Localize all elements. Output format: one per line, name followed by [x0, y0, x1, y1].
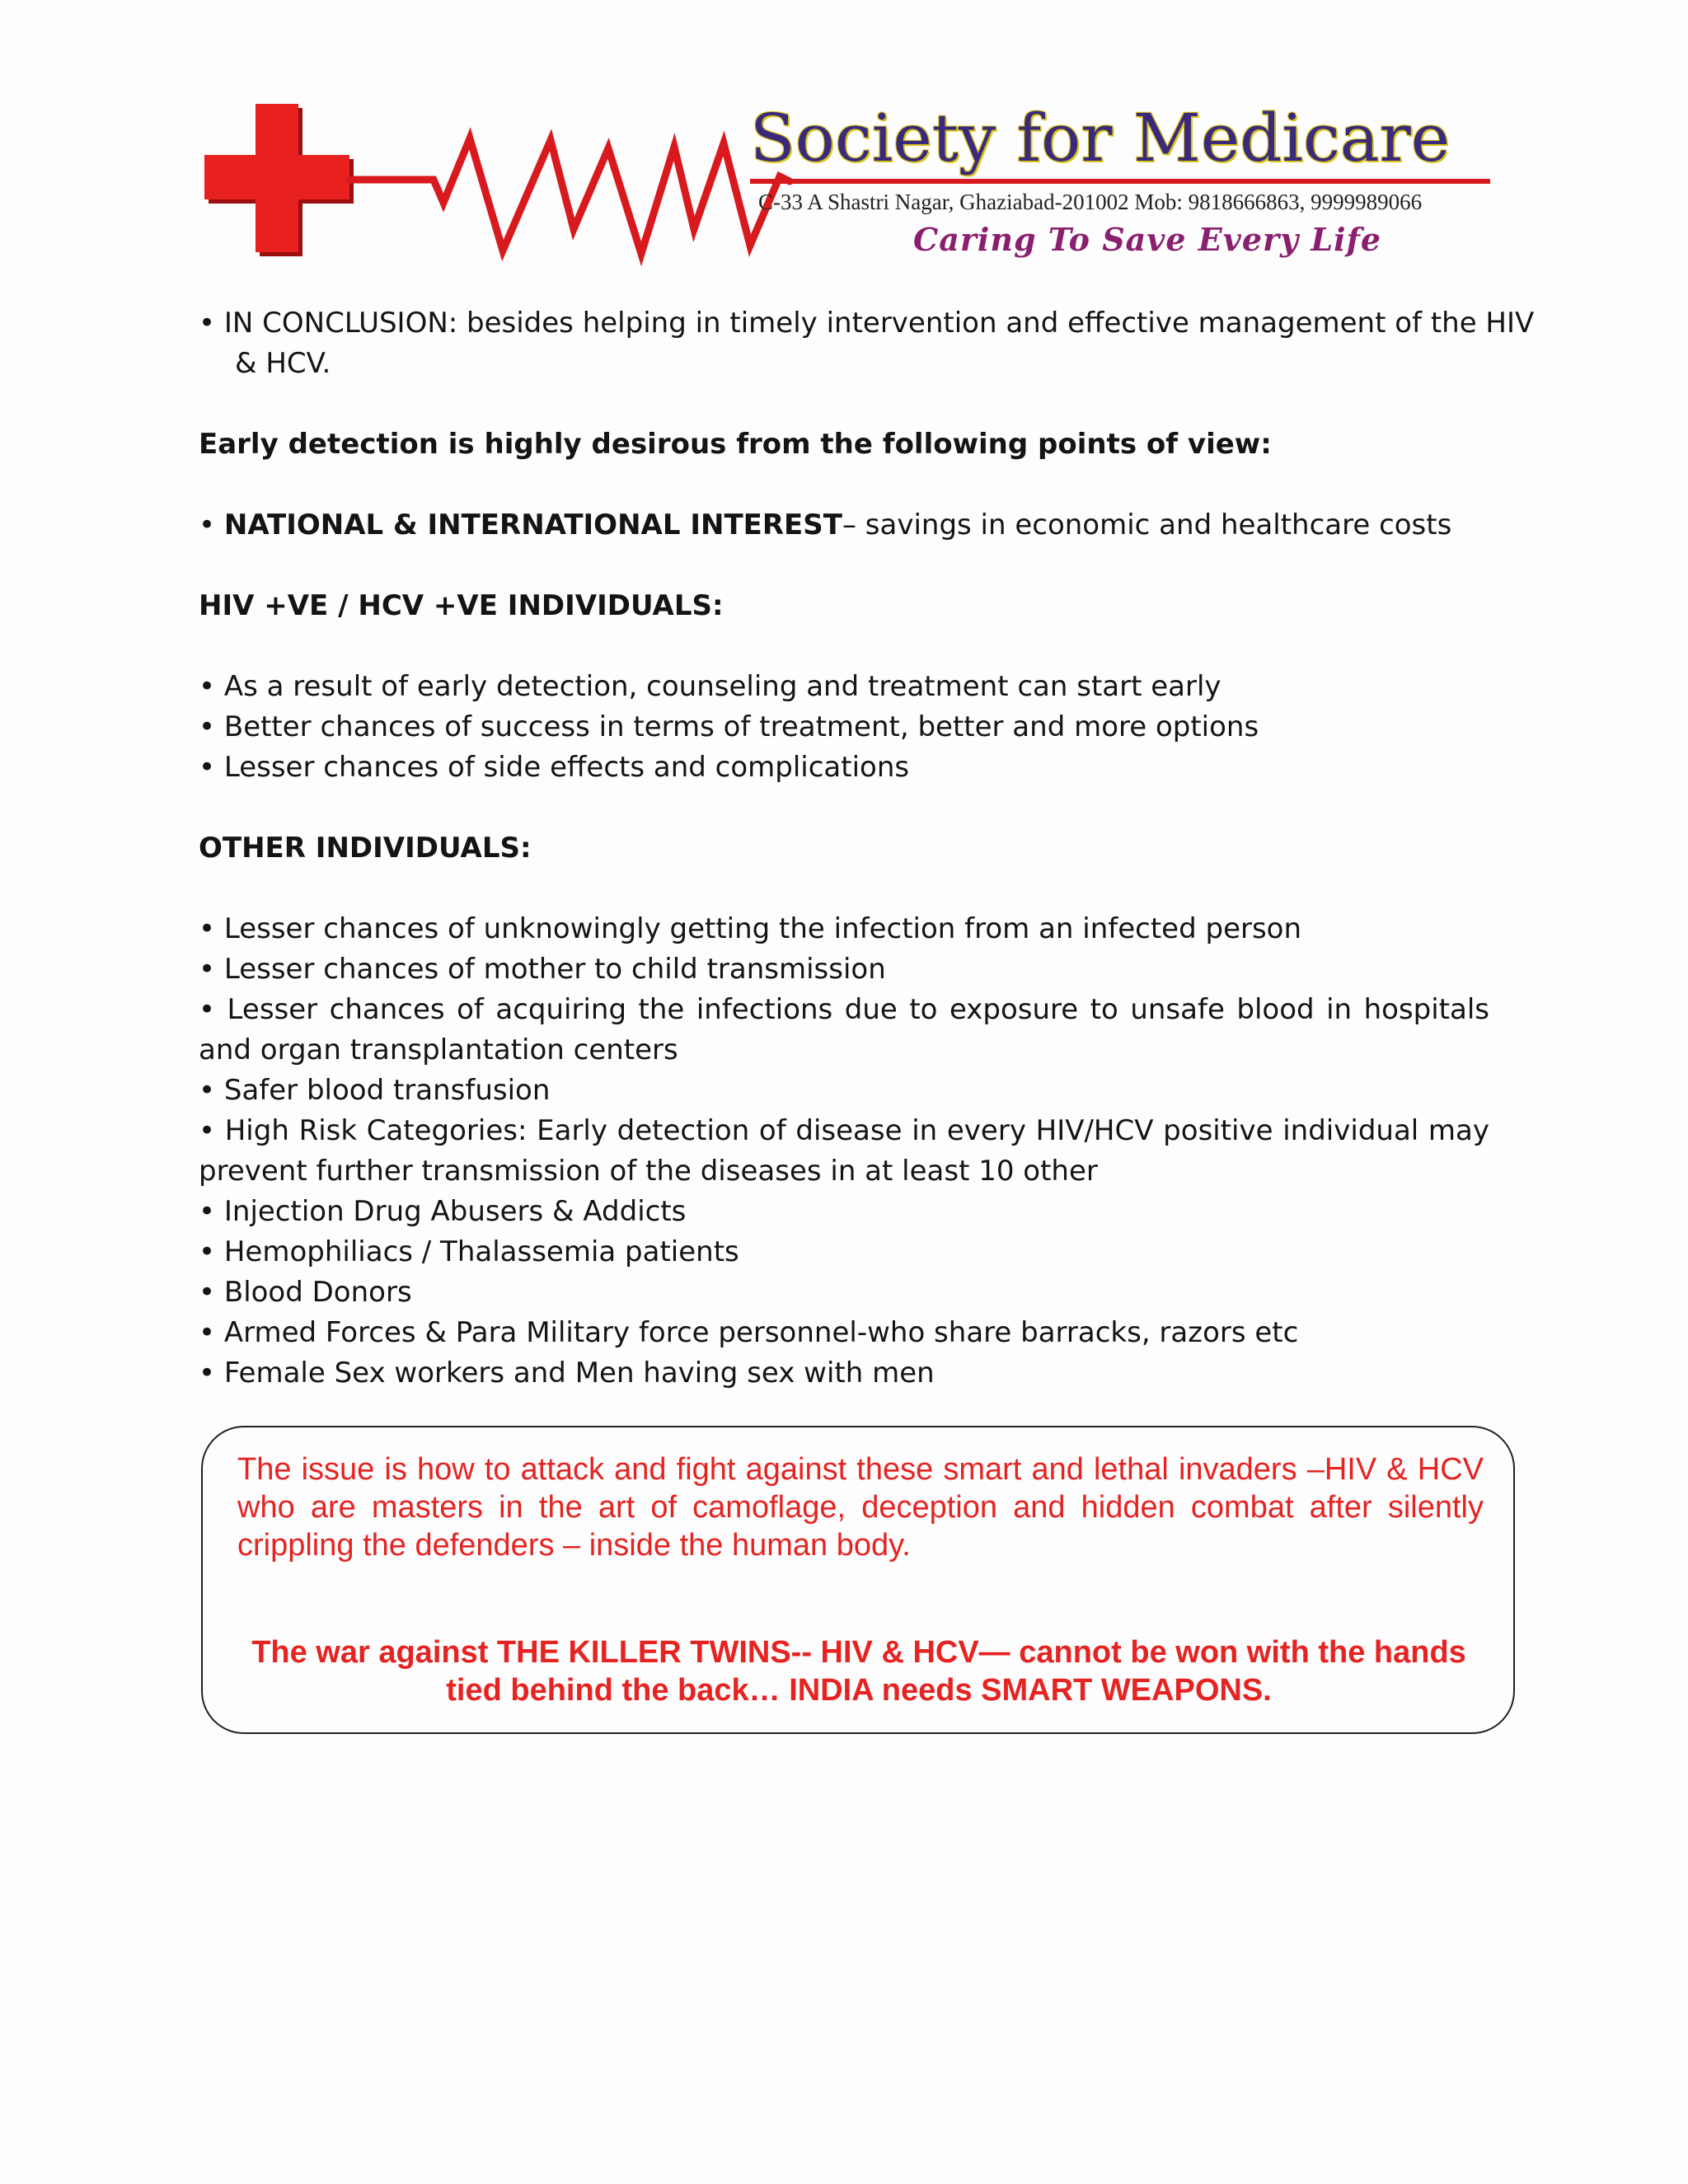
- national-interest-item: [199, 505, 1489, 546]
- bullet: •: [199, 509, 216, 541]
- other-individuals-heading: OTHER INDIVIDUALS:: [199, 832, 532, 865]
- list-item: • Lesser chances of unknowingly getting the infection from an infected person: [199, 912, 1302, 945]
- organization-address: C-33 A Shastri Nagar, Ghaziabad-201002 Mob: 9818666863, 9999989066: [758, 190, 1423, 214]
- list-item: • Blood Donors: [199, 1276, 412, 1309]
- list-item: • High Risk Categories: Early detection of disease in every HIV/HCV positive individual may prevent further transmission of the diseases in at least 10 other: [199, 1114, 1489, 1188]
- hiv-hcv-heading: HIV +VE / HCV +VE INDIVIDUALS:: [199, 589, 724, 622]
- national-interest-text: – savings in economic and healthcare costs: [842, 509, 1452, 541]
- list-item: • Safer blood transfusion: [199, 1074, 551, 1107]
- conclusion-line-1: IN CONCLUSION: besides helping in timely intervention and effective management of the HIV: [223, 307, 1535, 340]
- list-item: • Injection Drug Abusers & Addicts: [199, 1195, 687, 1228]
- document-body: [199, 303, 1535, 1394]
- list-item: • Female Sex workers and Men having sex with men: [199, 1357, 935, 1390]
- early-detection-heading: Early detection is highly desirous from the following points of view:: [199, 428, 1272, 461]
- list-item: • Lesser chances of mother to child transmission: [199, 953, 886, 986]
- callout-text: The issue is how to attack and fight against these smart and lethal invaders –HIV & HCV who are masters in the art of camoflage, deception and hidden combat after silently crippling the defenders – inside the human body.: [237, 1452, 1484, 1563]
- list-item: • Better chances of success in terms of treatment, better and more options: [199, 710, 1259, 743]
- national-interest-label: NATIONAL & INTERNATIONAL INTEREST: [223, 509, 842, 541]
- callout-box: [201, 1426, 1515, 1734]
- conclusion-line-2: & HCV.: [235, 347, 331, 380]
- list-item: • As a result of early detection, counseling and treatment can start early: [199, 670, 1221, 703]
- organization-name: Society for Medicare: [750, 100, 1451, 176]
- letterhead: [196, 97, 1492, 270]
- heartbeat-line: [349, 138, 790, 254]
- callout-conclusion: The war against THE KILLER TWINS-- HIV & HCV— cannot be won with the hands tied behind the back… INDIA needs SMART WEAPONS.: [251, 1635, 1466, 1708]
- conclusion-paragraph: [199, 303, 1535, 344]
- list-item: • Armed Forces & Para Military force personnel-who share barracks, razors etc: [199, 1316, 1299, 1349]
- list-item: • Hemophiliacs / Thalassemia patients: [199, 1235, 739, 1268]
- list-item: • Lesser chances of side effects and complications: [199, 751, 910, 784]
- bullet: •: [199, 307, 216, 340]
- list-item: • Lesser chances of acquiring the infections due to exposure to unsafe blood in hospitals and organ transplantation centers: [199, 993, 1489, 1066]
- organization-tagline: Caring To Save Every Life: [913, 221, 1382, 258]
- red-cross-icon: [204, 104, 349, 252]
